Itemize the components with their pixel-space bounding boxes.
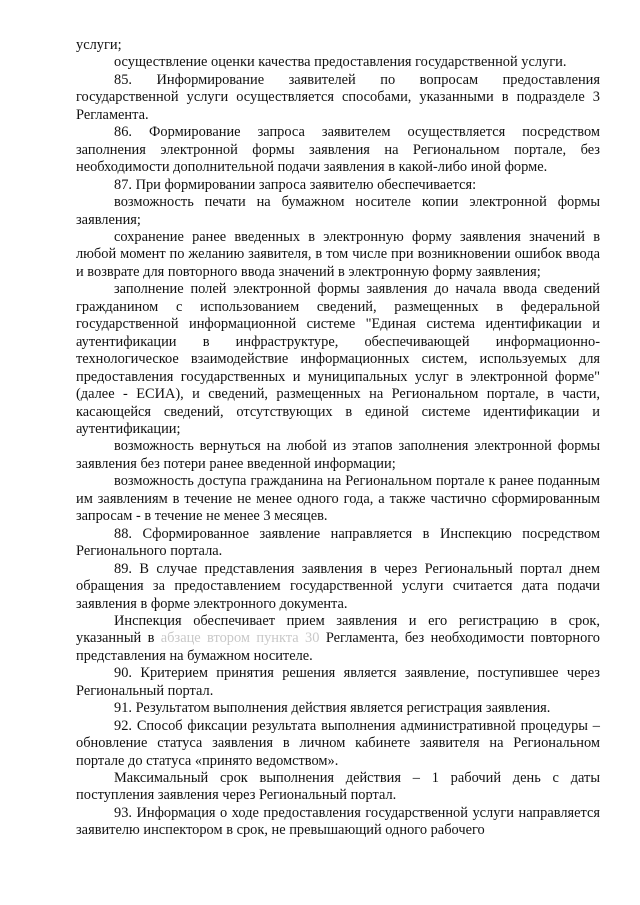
paragraph-90: 90. Критерием принятия решения является заявление, поступившее через Региональный портал. (76, 665, 600, 699)
paragraph-93: 93. Информация о ходе предоставления государственной услуги направляется заявителю инспектором в срок, не превышающий одного рабочего (76, 804, 600, 839)
paragraph-return-to-step: возможность вернуться на любой из этапов заполнения электронной формы заявления без потери ранее введенной информации; (76, 438, 600, 472)
paragraph-86: 86. Формирование запроса заявителем осуществляется посредством заполнения электронной формы заявления на Региональном портале, без необходимости дополнительной подачи заявления в какой-либо иной форме. (76, 124, 600, 176)
paragraph-print-possibility: возможность печати на бумажном носителе копии электронной формы заявления; (76, 194, 600, 228)
paragraph-91: 91. Результатом выполнения действия является регистрация заявления. (114, 700, 551, 717)
registration-text-start: Инспекция обеспечивает прием заявления и его регистрацию в срок, указанный в (76, 612, 600, 647)
registration-text-end: Регламента, без необходимости повторного представления на бумажном носителе. (76, 630, 600, 664)
paragraph-85: 85. Информирование заявителей по вопросам предоставления государственной услуги осуществляется способами, указанными в подразделе 3 Регламента. (76, 71, 600, 123)
paragraph-save-values: сохранение ранее введенных в электронную форму заявления значений в любой момент по желанию заявителя, в том числе при возникновении ошибок ввода и возврате для повторного ввода значений в электронную форму заявления; (76, 228, 600, 280)
paragraph-fill-fields-esia: заполнение полей электронной формы заявления до начала ввода сведений гражданином с использованием сведений, размещенных в федеральной государственной информационной системе "Единая система идентификации и аутентификации в инфраструктуре, обеспечивающей информационно-технологическое взаимодействие информационных систем, используемых для предоставления государственных и муниципальных услуг в электронной форме" (далее - ЕСИА), и сведений, размещенных на Региональном портале, в части, касающейся сведений, отсутствующих в единой системе идентификации и аутентификации; (76, 281, 600, 437)
paragraph-87: 87. При формировании запроса заявителю обеспечивается: (114, 176, 477, 193)
paragraph-88: 88. Сформированное заявление направляется в Инспекцию посредством Регионального портала. (76, 525, 600, 560)
paragraph-inspection-registration (76, 613, 600, 665)
paragraph-max-duration: Максимальный срок выполнения действия – 1 рабочий день с даты поступления заявления через Региональный портал. (76, 770, 600, 804)
paragraph-92: 92. Способ фиксации результата выполнения административной процедуры – обновление статуса заявления в личном кабинете заявителя на Региональном портале до статуса «принято ведомством». (76, 717, 600, 769)
paragraph-quality-assessment: осуществление оценки качества предоставления государственной услуги. (114, 54, 567, 71)
faded-reference-text: абзаце втором пункта 30 (160, 630, 320, 647)
paragraph-access-applications: возможность доступа гражданина на Региональном портале к ранее поданным им заявлениям в течение не менее одного года, а также частично сформированным запросам - в течение не менее 3 месяцев. (76, 473, 600, 525)
paragraph-89: 89. В случае представления заявления в через Региональный портал днем обращения за предоставлением государственной услуги считается дата подачи заявления в форме электронного документа. (76, 560, 600, 612)
paragraph-uslugi: услуги; (76, 37, 122, 53)
document-page (76, 37, 600, 840)
